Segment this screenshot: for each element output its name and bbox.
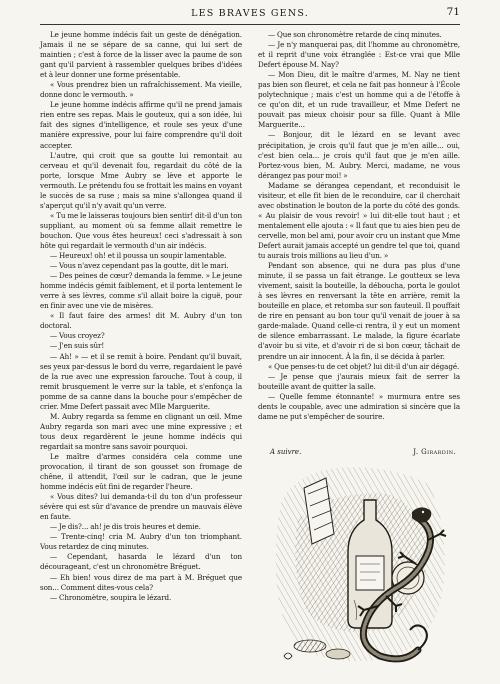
paragraph: — Mon Dieu, dit le maître d'armes, M. Nay ne tient pas bien son fleuret, et cela ne fait pas honneur à l'École polytechnique ; mais c'est un homme qui a de l'étoffe à ce qu'on dit, et un rude travailleur, et Mme Defert ne pouvait pas mieux choisir pour sa fille. Quant à Mlle Marguerite... [258,70,460,130]
paragraph: — Heureux! oh! et il poussa un soupir lamentable. [50,251,227,261]
lizard-bottle-drawing [268,460,454,670]
paragraph: — Quelle femme étonnante! » murmura entre ses dents le coupable, avec une admiration si sincère que la dame ne put s'empêcher de sourire. [258,391,460,421]
paragraph: Madame se dérangea cependant, et reconduisit le visiteur, et elle fit bien de le reconduire, car il cherchait avec obstination le bouton de la porte du côté des gonds. « Au plaisir de vous revoir! » lui dit-elle tout haut ; et mentalement elle ajouta : « Il faut que tu aies bien peu de cervelle, mon bel ami, pour avoir cru un instant que Mme Defert aurait jamais accepté un gendre tel que toi, quand tu aurais trois millions au lieu d'un. » [258,180,460,261]
paragraph: L'autre, qui croit que sa goutte lui remontait au cerveau et qu'il devenait fou, regardait du côté de la porte, lorsque Mme Aubry se lève et apporte le vermouth. Le prétendu fou se frottait les mains en voyant le succès de sa ruse ; mais sa mine s'allongea quand il s'aperçut qu'il n'y avait qu'un verre. [40,150,242,210]
author-signature: J. Girardin. [413,448,456,456]
paragraph: « Vous prendrez bien un rafraîchissement. Ma vieille, donne donc le vermouth. » [40,80,242,100]
running-title: LES BRAVES GENS. [191,8,309,19]
paragraph: — Vous croyez? [50,331,105,341]
paragraph: « Que penses-tu de cet objet? lui dit-il d'un air dégagé. [268,361,460,371]
paragraph: — Vous n'avez cependant pas la goutte, dit le mari. [50,261,229,271]
paragraph: — J'en suis sûr! [50,341,105,351]
to-be-continued: A suivre. [270,448,302,456]
paragraph: — Eh bien! vous direz de ma part à M. Bréguet que son... Comment dites-vous cela? [40,572,242,592]
paragraph: — Je dis?... ah! je dis trois heures et demie. [50,522,201,532]
paragraph: — Je n'y manquerai pas, dit l'homme au chronomètre, et il reprit d'une voix étranglée : Est-ce vrai que Mlle Defert épouse M. Nay? [258,40,460,70]
paragraph: Le jeune homme indécis fait un geste de dénégation. Jamais il ne se sépare de sa canne, qui lui sert de maintien ; c'est à force de la lisser avec la paume de son gant qu'il parvient à rassembler quelques bribes d'idées et à leur donner une forme présentable. [40,30,242,80]
paragraph: « Vous dites? lui demanda-t-il du ton d'un professeur sévère qui est sûr d'avance de prendre un mauvais élève en faute. [40,492,242,522]
paragraph: « Tu me le laisseras toujours bien sentir! dit-il d'un ton suppliant, au moment où sa femme allait remettre le bouchon. Que vous êtes heureux! ceci s'adressait à son hôte qui regardait le vermouth d'un air indécis. [40,210,242,250]
paragraph: — Que son chronomètre retarde de cinq minutes. [268,30,442,39]
paragraph: M. Aubry regarda sa femme en clignant un œil. Mme Aubry regarda son mari avec une mine expressive ; et tous deux regardèrent le jeune homme indécis qui regardait sa montre sans savoir pourquoi. [40,411,242,451]
paragraph: — Je pense que j'aurais mieux fait de serrer la bouteille avant de quitter la salle. [258,371,460,391]
paragraph: — Cependant, hasarda le lézard d'un ton décourageant, c'est un chronomètre Bréguet. [40,552,242,572]
paragraph: — Des peines de cœur? demanda la femme. » Le jeune homme indécis gémit faiblement, et il porta lentement le verre à ses lèvres, comme s'il allait boire la ciguë, pour en finir avec une vie de misères. [40,271,242,311]
paragraph: Le maître d'armes considéra cela comme une provocation, il tirant de son gousset son fromage de chêne, il attendit, l'œil sur le cadran, que le jeune homme indécis eût fini de regarder l'heure. [40,451,242,492]
paragraph: — Bonjour, dit le lézard en se levant avec précipitation, je crois qu'il faut que je m'en aille... oui, c'est bien cela... je crois qu'il faut que je m'en aille. Portez-vous bien, M. Aubry. Merci, madame, ne vous dérangez pas pour moi! » [258,130,460,180]
paragraph: Le jeune homme indécis affirme qu'il ne prend jamais rien entre ses repas. Mais le gouteux, qui a son idée, lui fait des signes d'intelligence, et roule ses yeux d'une manière expressive, pour lui faire comprendre qu'il doit accepter. [40,100,242,150]
page-number: 71 [446,6,460,18]
page-header [40,6,460,25]
text-column-right [258,30,460,422]
lizard-engraving [268,460,454,670]
text-column-left [40,30,242,603]
paragraph: — Trente-cinq! cria M. Aubry d'un ton triomphant. Vous retardez de cinq minutes. [40,532,242,552]
paragraph: Pendant son absence, qui ne dura pas plus d'une minute, il se passa un fait étrange. Le goutteux se leva vivement, saisit la bouteille, la déboucha, porta le goulot à ses lèvres en renversant la tête en arrière, remit la bouteille en place, et retomba sur son fauteuil. Il pouffait de rire en pensant au bon tour qu'il venait de jouer à sa garde-malade. Quand celle-ci rentra, il y eut un moment de silence embarrassant. Le malade, la figure écarlate d'avoir bu si vite, et d'avoir ri de si bon cœur, tâchait de prendre un air innocent. À la fin, il se décida à parler. [258,261,460,361]
paragraph: — Chronomètre, soupira le lézard. [50,592,172,602]
paragraph: — Ah! » — et il se remit à boire. Pendant qu'il buvait, ses yeux par-dessus le bord du verre, regardaient le pavé de la rue avec une expression farouche. Tout à coup, il remit brusquement le verre sur la table, et s'enfonça la pomme de sa canne dans la bouche pour s'empêcher de crier. Mme Defert passait avec Mlle Marguerite. [40,351,242,411]
paragraph: « Il faut faire des armes! dit M. Aubry d'un ton doctoral. [40,311,242,331]
